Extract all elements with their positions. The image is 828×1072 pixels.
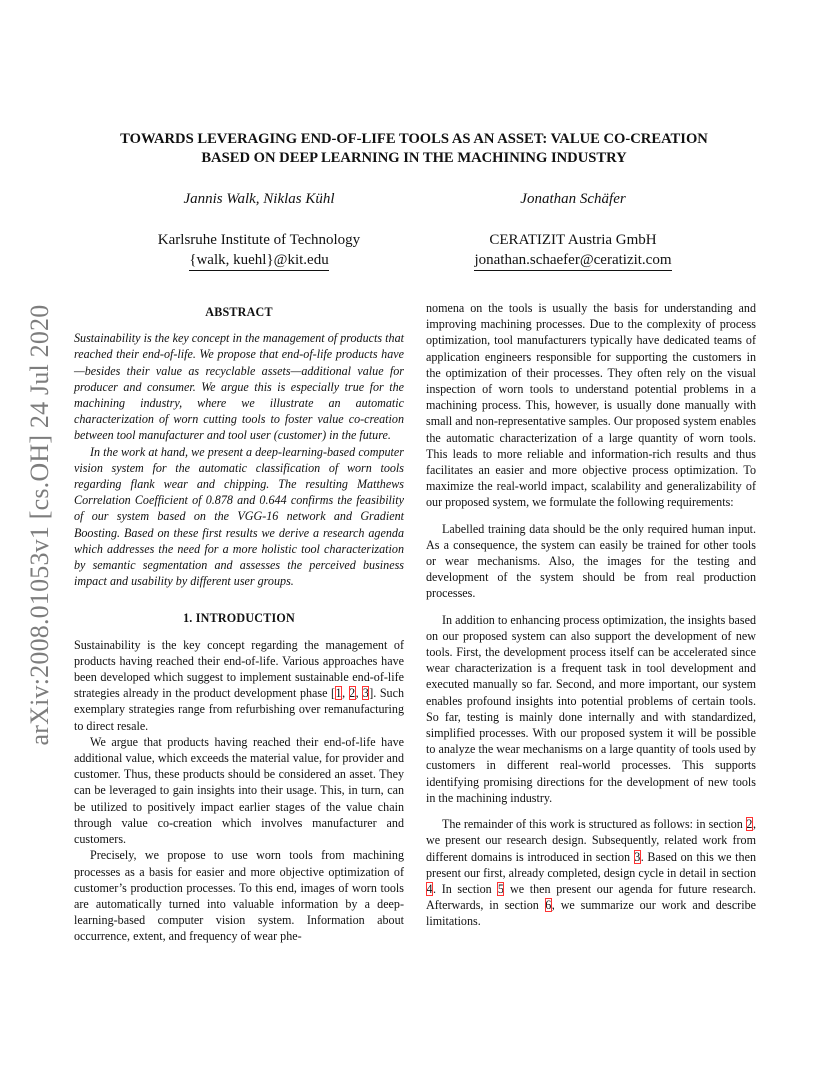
section-link-5[interactable]: 5	[497, 881, 504, 896]
intro-p1-text-a: Sustainability is the key concept regarding the management of products having reached their end-of-life. Various approaches have been developed which suggest to implement sustainable end-of-life strategies already in the product development phase [	[74, 637, 404, 701]
outline-text-b: , we present our research design. Subsequently, related work from different domains is introduced in section	[426, 817, 756, 864]
outline-text-d: . In section	[433, 881, 498, 896]
abstract-heading: ABSTRACT	[205, 305, 273, 319]
outline-text-a: The remainder of this work is structured as follows: in section	[442, 817, 746, 832]
left-column	[74, 300, 404, 945]
arxiv-stamp	[18, 295, 62, 755]
paper-title	[70, 130, 758, 168]
intro-paragraph-3: Precisely, we propose to use worn tools from machining processes as a basis for easier and more objective optimization of customer’s production processes. To this end, images of worn tools are automatically turned into valuable information by a deep-learning-based computer vision system. Information about occurrence, extent, and frequency of wear phe-	[74, 848, 404, 944]
intro-p1-text-b: ]. Such exemplary strategies range from refurbishing over remanufacturing to direct resale.	[74, 686, 405, 733]
requirement-paragraph: Labelled training data should be the only required human input. As a consequence, the system can easily be trained for other tools or wear mechanisms. Also, the images for the testing and development of the system should be from real production processes.	[426, 521, 756, 601]
abstract-paragraph-1: Sustainability is the key concept in the management of products that reached their end-of-life. We propose that end-of-life products have—besides their value as recyclable assets—additional value for producer and consumer. We argue this is especially true for the machining industry, where we illustrate an automatic characterization of worn cutting tools to foster value co-creation between tool manufacturer and tool user (customer) in the future.	[74, 331, 404, 443]
introduction-heading: 1. INTRODUCTION	[183, 611, 295, 626]
citation-link-2[interactable]: 2	[349, 686, 356, 701]
author-names-left: Jannis Walk, Niklas Kühl	[183, 191, 335, 207]
right-paragraph-1: nomena on the tools is usually the basis for understanding and improving machining processes. Due to the complexity of process optimization, tool manufacturers typically have dedicated teams of application engineers responsible for supporting the customers in the optimization of their processes. They often rely on the visual inspection of worn tools to understand potential problems in a machining process. This, however, is usually done manually with small and non-representative samples. Our proposed system enables the automatic characterization of a large quantity of worn tools. This leads to more reliable and information-rich results and thus facilitates an easier and more objective process optimization. To maximize the real-world impact, scalability and generalizability of our proposed system, we formulate the following requirements:	[426, 301, 756, 510]
title-line-2: BASED ON DEEP LEARNING IN THE MACHINING INDUSTRY	[201, 150, 627, 166]
section-link-2[interactable]: 2	[746, 817, 753, 832]
citation-separator: ,	[355, 686, 363, 701]
outline-text-e: we then present our agenda for future research. Afterwards, in section	[426, 881, 756, 913]
citation-separator: ,	[342, 686, 349, 701]
section-link-3[interactable]: 3	[634, 849, 641, 864]
author-block-left	[148, 190, 370, 271]
affiliation-right: CERATIZIT Austria GmbH	[489, 232, 657, 248]
arxiv-stamp-text: arXiv:2008.01053v1 [cs.OH] 24 Jul 2020	[25, 304, 54, 746]
right-paragraph-3: In addition to enhancing process optimization, the insights based on our proposed system can also support the development of new tools. First, the development process itself can be accelerated since wear characterization is a frequent task in tool development and executed manually so far. Second, and more important, our system enables profound insights into potential problems of certain tools. So far, testing is mainly done internally and with standardized, simplified processes. With our proposed system it will be possible to analyze the wear mechanisms on a large quantity of tools used by customers in different real-world processes. This supports identifying promising directions for the development of new tools in the machining industry.	[426, 612, 756, 805]
email-right[interactable]: jonathan.schaefer@ceratizit.com	[474, 250, 671, 271]
section-link-4[interactable]: 4	[426, 881, 433, 896]
section-link-6[interactable]: 6	[545, 898, 552, 913]
right-paragraph-4	[426, 816, 756, 929]
author-block-right	[462, 190, 684, 271]
citation-link-1[interactable]: 1	[335, 686, 342, 701]
email-left[interactable]: {walk, kuehl}@kit.edu	[189, 250, 328, 271]
affiliation-left: Karlsruhe Institute of Technology	[157, 232, 361, 248]
abstract-paragraph-2: In the work at hand, we present a deep-learning-based computer vision system for the automatic classification of worn tools regarding flank wear and chipping. The resulting Matthews Correlation Coefficient of 0.878 and 0.644 confirms the feasibility of our system based on the VGG-16 network and Gradient Boosting. Based on these first results we derive a research agenda which addresses the need for a more holistic tool characterization by semantic segmentation and assesses the perceived business impact and usability by different user groups.	[74, 444, 404, 589]
author-names-right: Jonathan Schäfer	[520, 191, 626, 207]
right-column	[426, 300, 756, 930]
abstract	[74, 330, 404, 589]
intro-paragraph-1	[74, 637, 404, 734]
citation-link-3[interactable]: 3	[362, 686, 369, 701]
title-line-1: TOWARDS LEVERAGING END-OF-LIFE TOOLS AS AN ASSET: VALUE CO-CREATION	[120, 131, 708, 147]
outline-text-f: , we summarize our work and describe limitations.	[426, 898, 756, 929]
intro-paragraph-2: We argue that products having reached their end-of-life have additional value, which exceeds the material value, for provider and customer. Thus, these products should be considered an asset. They can be leveraged to gain insights into their usage. This, in turn, can be utilized to positively impact earlier stages of the value chain through value co-creation which involves manufacturer and customers.	[74, 734, 404, 847]
outline-text-c: . Based on this we then present our first, already completed, design cycle in detail in section	[426, 849, 757, 880]
